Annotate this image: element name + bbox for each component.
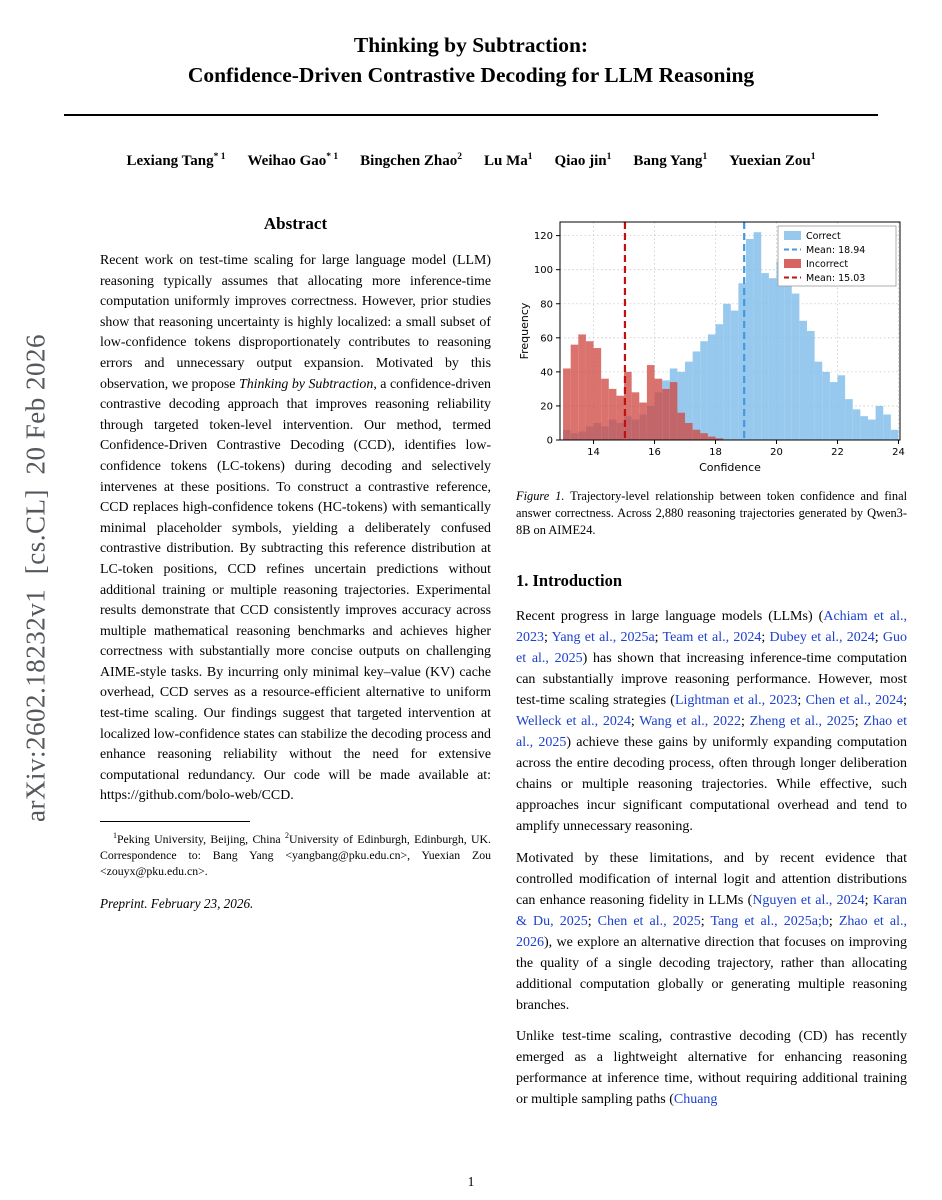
author: Bang Yang$^1$ <box>633 152 708 169</box>
hist-bar-incorrect <box>632 392 640 440</box>
author: Weihao Gao$^{* 1}$ <box>247 152 339 169</box>
hist-bar-correct <box>830 382 838 440</box>
text-run: ; <box>654 630 663 645</box>
text-run: ; <box>828 913 839 929</box>
citation-link[interactable]: Zheng et al., 2025 <box>749 714 855 729</box>
text-run: Recent work on test-time scaling for large language model (LLM) reasoning typically assumes that allocating more inference-time computation uniformly improves correctness. However, prior studies show that reasoning uncertainty is highly localized: a small subset of low-confidence tokens disproportionately contributes to reasoning errors and unnecessary output expansion. Motivated by this observation, we propose <box>100 253 491 392</box>
y-tick-label: 40 <box>540 367 553 379</box>
hist-bar-correct <box>799 321 807 440</box>
text-run: ; <box>740 714 750 729</box>
citation-link[interactable]: Chen et al., 2024 <box>805 693 904 708</box>
hist-bar-correct <box>738 283 746 440</box>
hist-bar-correct <box>754 232 762 440</box>
hist-bar-incorrect <box>563 368 571 440</box>
figure1-caption <box>516 488 907 539</box>
hist-bar-correct <box>891 430 899 440</box>
text-run: Unlike test-time scaling, contrastive decoding (CD) has recently emerged as a lightweight alternative for enhancing reasoning performance at inference time, without requiring additional training or multiple sampling paths ( <box>516 1029 907 1107</box>
hist-bar-incorrect <box>670 382 678 440</box>
citation-link[interactable]: Yang et al., 2025a <box>551 630 655 645</box>
x-tick-label: 16 <box>648 447 661 458</box>
hist-bar-correct <box>883 414 891 440</box>
y-tick-label: 120 <box>533 231 553 243</box>
text-run: Recent progress in large language models (LLMs) ( <box>516 609 824 624</box>
hist-bar-incorrect <box>662 389 670 440</box>
hist-bar-incorrect <box>594 348 602 440</box>
hist-bar-correct <box>860 416 868 440</box>
intro-paragraph-2 <box>516 848 907 1016</box>
hist-bar-incorrect <box>578 334 586 440</box>
citation-link[interactable]: Tang et al., 2025a;b <box>710 913 829 929</box>
author: Lu Ma$^1$ <box>484 152 533 169</box>
x-tick-label: 22 <box>831 447 844 458</box>
text-run: ) has shown that increasing inference-time computation can substantially improve reasoning performance. However, most test-time scaling strategies ( <box>516 651 907 708</box>
legend-label: Mean: 18.94 <box>806 245 866 256</box>
citation-link[interactable]: Chen et al., 2025 <box>597 913 701 929</box>
author: Bingchen Zhao$^2$ <box>360 152 463 169</box>
hist-bar-correct <box>815 362 823 440</box>
hist-bar-correct <box>822 372 830 440</box>
right-column <box>516 214 907 1121</box>
hist-bar-correct <box>761 273 769 440</box>
hist-bar-correct <box>723 304 731 440</box>
paper-title <box>0 30 942 90</box>
text-run: ; <box>874 630 883 645</box>
footnote <box>100 828 491 879</box>
hist-bar-correct <box>792 294 800 440</box>
text-run: ; <box>761 630 770 645</box>
figure1-caption-label: Figure 1. <box>516 489 565 503</box>
hist-bar-correct <box>731 311 739 440</box>
author: Yuexian Zou$^1$ <box>729 152 816 169</box>
superscript: 2 <box>284 831 289 841</box>
x-tick-label: 14 <box>587 447 600 458</box>
hist-bar-correct <box>853 409 861 440</box>
left-column <box>100 214 491 1121</box>
text-run: ), we explore an alternative direction that focuses on improving the quality of a single decoding trajectory, rather than allocating additional computation globally or generating multiple reasoning branches. <box>516 934 907 1013</box>
y-tick-label: 80 <box>540 299 553 311</box>
y-axis-label: Frequency <box>518 302 531 360</box>
citation-link[interactable]: Guo et al., 2025 <box>516 630 908 666</box>
hist-bar-incorrect <box>693 430 701 440</box>
hist-bar-incorrect <box>700 433 708 440</box>
hist-bar-correct <box>868 420 876 440</box>
hist-bar-correct <box>777 261 785 440</box>
text-run: ; <box>630 714 640 729</box>
text-run: University of Edinburgh, Edinburgh, UK. Correspondence to: Bang Yang <yangbang@pku.edu.cn>, Yuexian Zou <zouyx@pku.edu.cn>. <box>100 831 491 878</box>
legend-label: Mean: 15.03 <box>806 273 866 284</box>
hist-bar-correct <box>845 399 853 440</box>
abstract-heading: Abstract <box>263 214 328 233</box>
y-tick-label: 20 <box>540 401 553 413</box>
y-tick-label: 100 <box>533 265 553 277</box>
legend-label: Correct <box>806 231 841 242</box>
hist-bar-incorrect <box>639 403 647 440</box>
legend-swatch <box>784 231 801 240</box>
hist-bar-incorrect <box>601 379 609 440</box>
text-run: ; <box>587 913 598 929</box>
text-run: ; <box>700 913 711 929</box>
citation-link[interactable]: Welleck et al., 2024 <box>516 714 631 729</box>
citation-link[interactable]: Lightman et al., 2023 <box>674 693 798 708</box>
author: Qiao jin$^1$ <box>554 152 612 169</box>
citation-link[interactable]: Karan & Du, 2025 <box>516 892 908 929</box>
citation-link[interactable]: Team et al., 2024 <box>662 630 762 645</box>
text-run: ; <box>854 714 864 729</box>
two-column-body <box>100 214 942 1121</box>
hist-bar-incorrect <box>616 396 624 440</box>
x-tick-label: 24 <box>892 447 905 458</box>
abstract-text <box>100 251 491 807</box>
author: Lexiang Tang$^{* 1}$ <box>126 152 226 169</box>
page-number: 1 <box>467 1174 475 1189</box>
author-list <box>0 152 942 170</box>
text-run: ; <box>903 693 907 708</box>
hist-bar-incorrect <box>647 365 655 440</box>
citation-link[interactable]: Zhao et al., 2025 <box>516 714 908 750</box>
hist-bar-correct <box>746 239 754 440</box>
text-run: ; <box>544 630 552 645</box>
text-run: Thinking by Subtraction <box>238 376 374 392</box>
figure1-chart <box>516 214 906 476</box>
intro-paragraph-3 <box>516 1026 907 1110</box>
intro-paragraph-1 <box>516 606 907 837</box>
citation-link[interactable]: Nguyen et al., 2024 <box>752 892 865 908</box>
text-run: ) achieve these gains by uniformly expanding computation across the entire decoding process, often through longer deliberation chains or multiple reasoning trajectories. While effective, such approaches incur significant computational overhead and tend to amplify unnecessary reasoning. <box>516 735 907 834</box>
hist-bar-correct <box>769 278 777 440</box>
footnote-rule <box>100 821 250 822</box>
hist-bar-correct <box>716 324 724 440</box>
citation-link[interactable]: Wang et al., 2022 <box>639 714 741 729</box>
citation-link[interactable]: Dubey et al., 2024 <box>769 630 875 645</box>
hist-bar-correct <box>693 351 701 440</box>
legend-swatch <box>784 259 801 268</box>
citation-link[interactable]: Chuang <box>673 1092 718 1107</box>
arxiv-stamp: arXiv:2602.18232v1 [cs.CL] 20 Feb 2026 <box>20 334 51 822</box>
hist-bar-incorrect <box>655 379 663 440</box>
y-tick-label: 0 <box>546 435 553 447</box>
introduction-heading: 1. Introduction <box>516 571 623 590</box>
text-run: ; <box>864 892 873 908</box>
hist-bar-correct <box>708 334 716 440</box>
hist-bar-correct <box>807 331 815 440</box>
hist-bar-incorrect <box>685 423 693 440</box>
text-run: Peking University, Beijing, China <box>117 831 285 846</box>
citation-link[interactable]: Zhao et al., 2026 <box>516 913 907 950</box>
preprint-note: Preprint. February 23, 2026. <box>100 896 254 912</box>
text-run: Motivated by these limitations, and by recent evidence that controlled modification of internal logit and attention distributions can enhance reasoning fidelity in LLMs ( <box>516 850 907 908</box>
x-tick-label: 20 <box>770 447 783 458</box>
title-line-2: Confidence-Driven Contrastive Decoding for LLM Reasoning <box>187 63 755 87</box>
hist-bar-correct <box>837 375 845 440</box>
hist-bar-incorrect <box>571 345 579 440</box>
x-tick-label: 18 <box>709 447 722 458</box>
text-run: , a confidence-driven contrastive decoding approach that improves reasoning reliability through targeted token-level intervention. Our method, termed Confidence-Driven Contrastive Decoding (CCD), identifies low-confidence tokens (LC-tokens) during decoding and selectively intervenes at these positions. To construct a contrastive reference, CCD replaces high-confidence tokens (HC-tokens) with semantically minimal placeholder symbols, yielding a deliberately confused contrastive distribution. By subtracting this reference distribution at LC-token positions, CCD refines uncertain predictions without additional training or multiple reasoning trajectories. Experimental results demonstrate that CCD consistently improves accuracy across multiple mathematical reasoning benchmarks and achieves higher correctness with substantially more concise outputs on challenging AIME-style tasks. By incurring only minimal key–value (KV) cache overhead, CCD serves as a resource-efficient alternative to uniform test-time scaling. Our findings suggest that targeted intervention at localized low-confidence states can stabilize the decoding process and enhance reasoning reliability without the need for extensive computational redundancy. Our code will be made available at: https://github.com/bolo-web/CCD. <box>100 376 491 804</box>
title-line-1: Thinking by Subtraction: <box>353 33 589 57</box>
legend-label: Incorrect <box>806 259 849 270</box>
hist-bar-incorrect <box>708 437 716 440</box>
paper-header <box>0 0 942 170</box>
superscript: 1 <box>113 831 117 841</box>
x-axis-label: Confidence <box>699 461 761 474</box>
hist-bar-incorrect <box>677 413 685 440</box>
y-tick-label: 60 <box>540 333 553 345</box>
title-rule <box>64 114 878 116</box>
figure1-caption-text: Trajectory-level relationship between token confidence and final answer correctness. Across 2,880 reasoning trajectories generated by Qwen3-8B on AIME24. <box>516 489 908 537</box>
hist-bar-incorrect <box>586 341 594 440</box>
citation-link[interactable]: Achiam et al., 2023 <box>516 609 907 645</box>
text-run: ; <box>797 693 806 708</box>
hist-bar-correct <box>700 341 708 440</box>
hist-bar-correct <box>876 406 884 440</box>
hist-bar-incorrect <box>609 389 617 440</box>
